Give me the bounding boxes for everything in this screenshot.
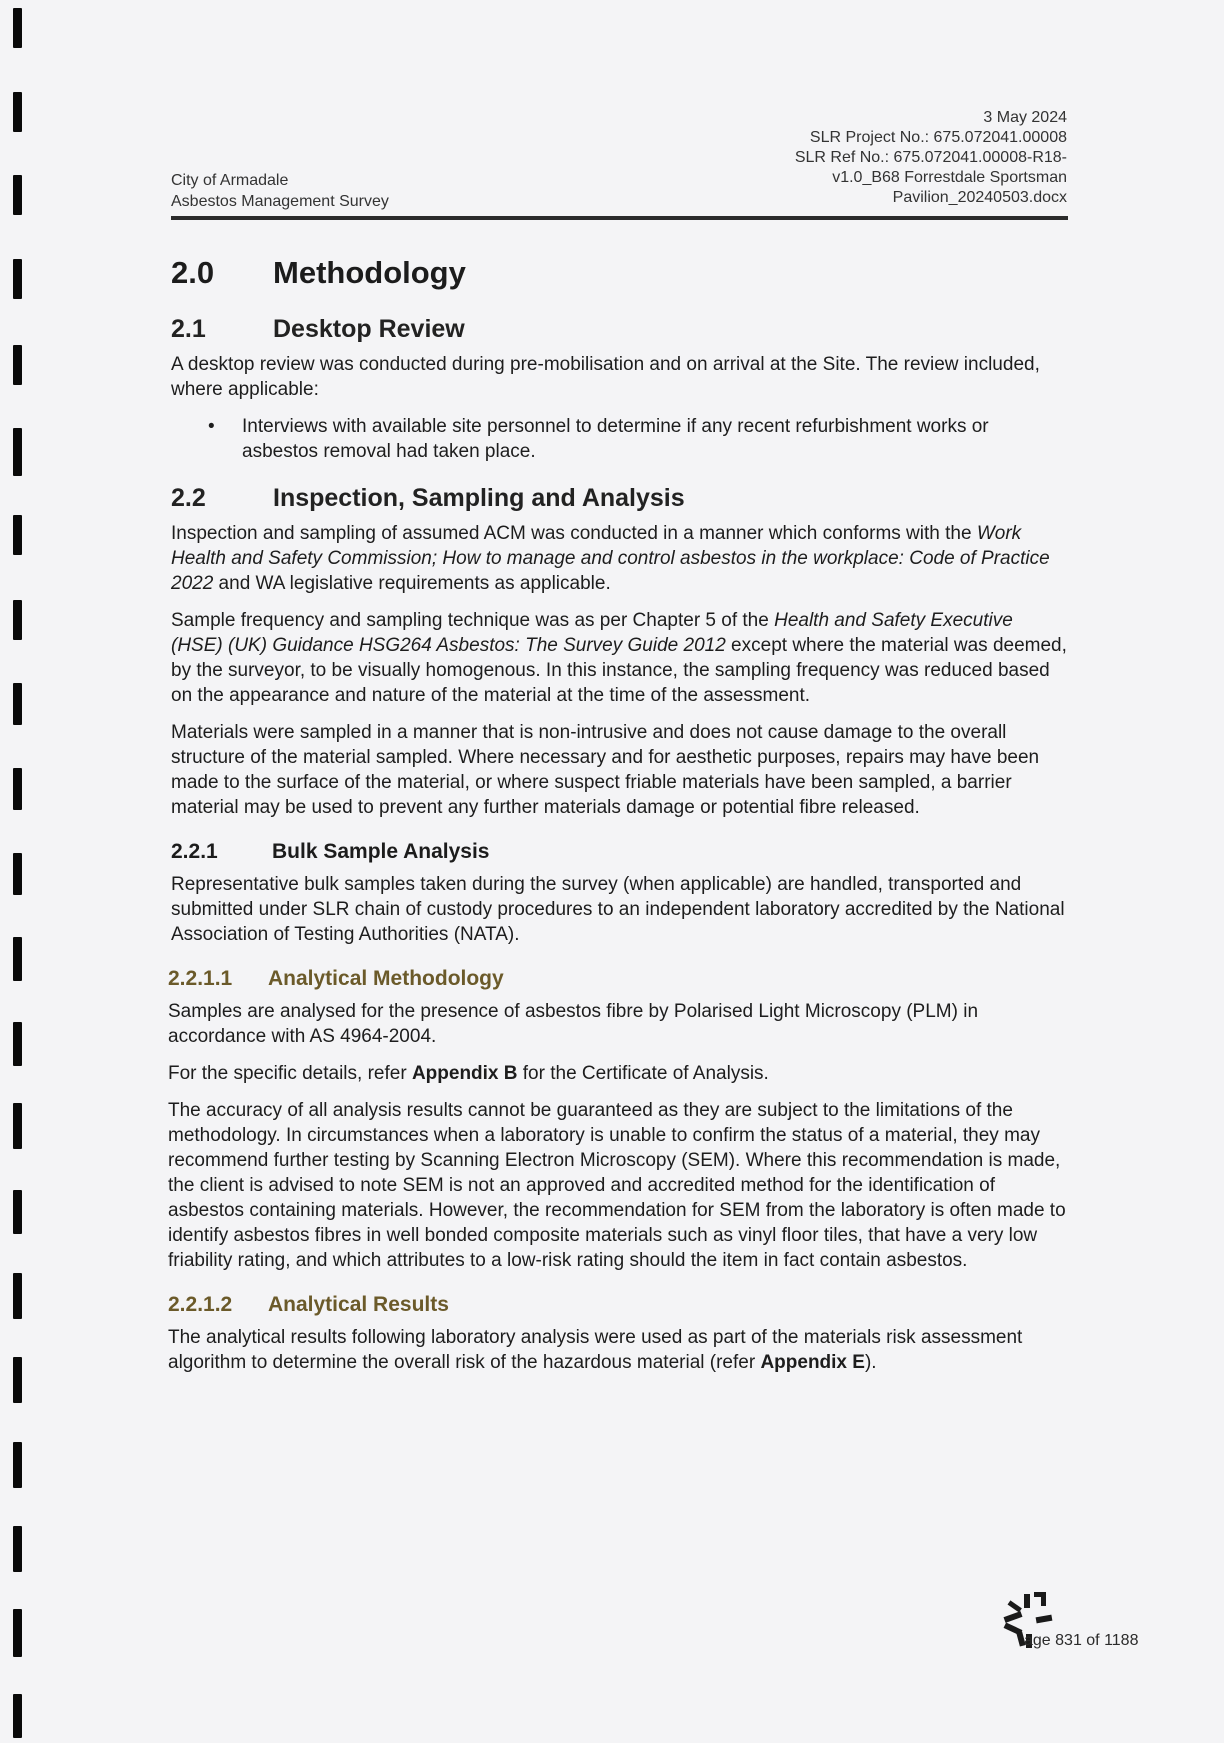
binding-hole (13, 1694, 22, 1738)
logo-stroke (1036, 1615, 1053, 1624)
methodology-paragraph-1: Samples are analysed for the presence of asbestos fibre by Polarised Light Microscopy (PLM) in accordance with AS 4964-2004. (168, 1001, 979, 1047)
binding-hole (13, 428, 22, 476)
header-right (795, 108, 1067, 208)
subsection-heading-analytical-results (168, 1293, 1068, 1317)
logo-stroke (1004, 1611, 1023, 1623)
subsection-heading-analytical-methodology (168, 967, 1068, 991)
code-of-practice-reference: Work Health and Safety Commission; How to manage and control asbestos in the workplace: Code of Practice 2022 (171, 523, 1050, 594)
text-run: and WA legislative requirements as applicable. (213, 573, 611, 594)
binding-hole (13, 1103, 22, 1149)
binding-hole (13, 515, 22, 555)
binding-hole (13, 1442, 22, 1488)
header-divider (171, 216, 1068, 220)
section-title: Methodology (273, 255, 466, 290)
inspection-paragraph-3: Materials were sampled in a manner that is non-intrusive and does not cause damage to the overall structure of the material sampled. Where necessary and for aesthetic purposes, repairs may have been made to the surface of the material, or where suspect friable materials have been sampled, a barrier material may be used to prevent any further materials damage or potential fibre released. (171, 722, 1040, 818)
binding-hole (13, 1022, 22, 1066)
desktop-review-paragraph: A desktop review was conducted during pre-mobilisation and on arrival at the Site. The review included, where applicable: (171, 354, 1040, 400)
text-run: ). (864, 1352, 877, 1373)
binding-hole (13, 345, 22, 385)
heading-title: Inspection, Sampling and Analysis (273, 484, 685, 512)
list-item (168, 414, 1068, 464)
binding-hole (13, 1526, 22, 1572)
page-number: age 831 of 1188 (1024, 1632, 1139, 1649)
binding-hole (13, 853, 22, 895)
desktop-review-list (168, 414, 1068, 464)
reference-line-3: Pavilion_20240503.docx (892, 189, 1067, 206)
inspection-paragraph-2 (171, 608, 1068, 708)
client-name: City of Armadale (171, 172, 289, 189)
heading-number: 2.2.1 (171, 840, 218, 863)
logo-stroke (1008, 1600, 1022, 1612)
binding-hole (13, 600, 22, 640)
document-body (168, 255, 1068, 1387)
heading-number: 2.2.1.1 (168, 967, 233, 990)
binding-holes (0, 0, 60, 1743)
subsection-heading-inspection (171, 484, 1068, 513)
text-run: Sample frequency and sampling technique was as per Chapter 5 of the (171, 610, 775, 631)
methodology-paragraph-3: The accuracy of all analysis results cannot be guaranteed as they are subject to the limitations of the methodology. In circumstances when a laboratory is unable to confirm the status of a material, they may recommend further testing by Scanning Electron Microscopy (SEM). Where this recommendation is made, the client is advised to note SEM is not an approved and accredited method for the identification of asbestos containing materials. However, the recommendation for SEM from the laboratory is often made to identify asbestos fibres in well bonded composite materials such as vinyl floor tiles, that have a very low friability rating, and which attributes to a low-risk rating should the item in fact contain asbestos. (168, 1100, 1066, 1271)
subsection-heading-desktop-review (171, 315, 1068, 344)
binding-hole (13, 259, 22, 299)
header-left (171, 170, 389, 212)
binding-hole (13, 937, 22, 981)
binding-hole (13, 92, 22, 132)
text-run: The analytical results following laboratory analysis were used as part of the materials risk assessment algorithm to determine the overall risk of the hazardous material (refer (168, 1327, 1023, 1373)
hse-guidance-reference: Health and Safety Executive (HSE) (UK) Guidance HSG264 Asbestos: The Survey Guide 2012 (171, 610, 1013, 656)
binding-hole (13, 1273, 22, 1319)
logo-stroke (1041, 1592, 1046, 1606)
text-run: except where the material was deemed, by the surveyor, to be visually homogenous. In this instance, the sampling frequency was reduced based on the appearance and nature of the material at the time of the assessment. (171, 635, 1067, 706)
appendix-e-reference: Appendix E (760, 1352, 865, 1373)
section-number: 2.0 (171, 255, 215, 290)
text-run: For the specific details, refer (168, 1063, 412, 1084)
heading-title: Analytical Results (268, 1293, 449, 1316)
binding-hole (13, 768, 22, 810)
logo-stroke (1024, 1594, 1030, 1608)
text-run: for the Certificate of Analysis. (517, 1063, 769, 1084)
reference-line-1: SLR Ref No.: 675.072041.00008-R18- (794, 149, 1067, 166)
results-paragraph (168, 1325, 1068, 1375)
appendix-b-reference: Appendix B (411, 1063, 518, 1084)
heading-title: Bulk Sample Analysis (272, 840, 490, 863)
binding-hole (13, 1609, 22, 1657)
heading-number: 2.2 (171, 484, 206, 512)
heading-title: Analytical Methodology (268, 967, 504, 990)
bulk-sample-paragraph: Representative bulk samples taken during the survey (when applicable) are handled, transported and submitted under SLR chain of custody procedures to an independent laboratory accredited by the National Association of Testing Authorities (NATA). (171, 874, 1065, 945)
binding-hole (13, 8, 22, 48)
heading-number: 2.2.1.2 (168, 1293, 233, 1316)
heading-number: 2.1 (171, 315, 206, 343)
bullet-icon: • (208, 416, 215, 437)
project-number: SLR Project No.: 675.072041.00008 (809, 129, 1067, 146)
heading-title: Desktop Review (273, 315, 465, 343)
inspection-paragraph-1 (171, 521, 1068, 596)
binding-hole (13, 683, 22, 725)
reference-line-2: v1.0_B68 Forrestdale Sportsman (832, 169, 1067, 186)
binding-hole (13, 1357, 22, 1403)
methodology-paragraph-2 (168, 1061, 1068, 1086)
report-type: Asbestos Management Survey (171, 193, 389, 210)
section-heading (171, 255, 1068, 291)
list-item-text: Interviews with available site personnel to determine if any recent refurbishment works or asbestos removal had taken place. (242, 416, 989, 462)
text-run: Inspection and sampling of assumed ACM was conducted in a manner which conforms with the (171, 523, 977, 544)
report-date: 3 May 2024 (983, 109, 1067, 126)
binding-hole (13, 175, 22, 215)
subsection-heading-bulk-sample (171, 840, 1068, 864)
binding-hole (13, 1190, 22, 1234)
